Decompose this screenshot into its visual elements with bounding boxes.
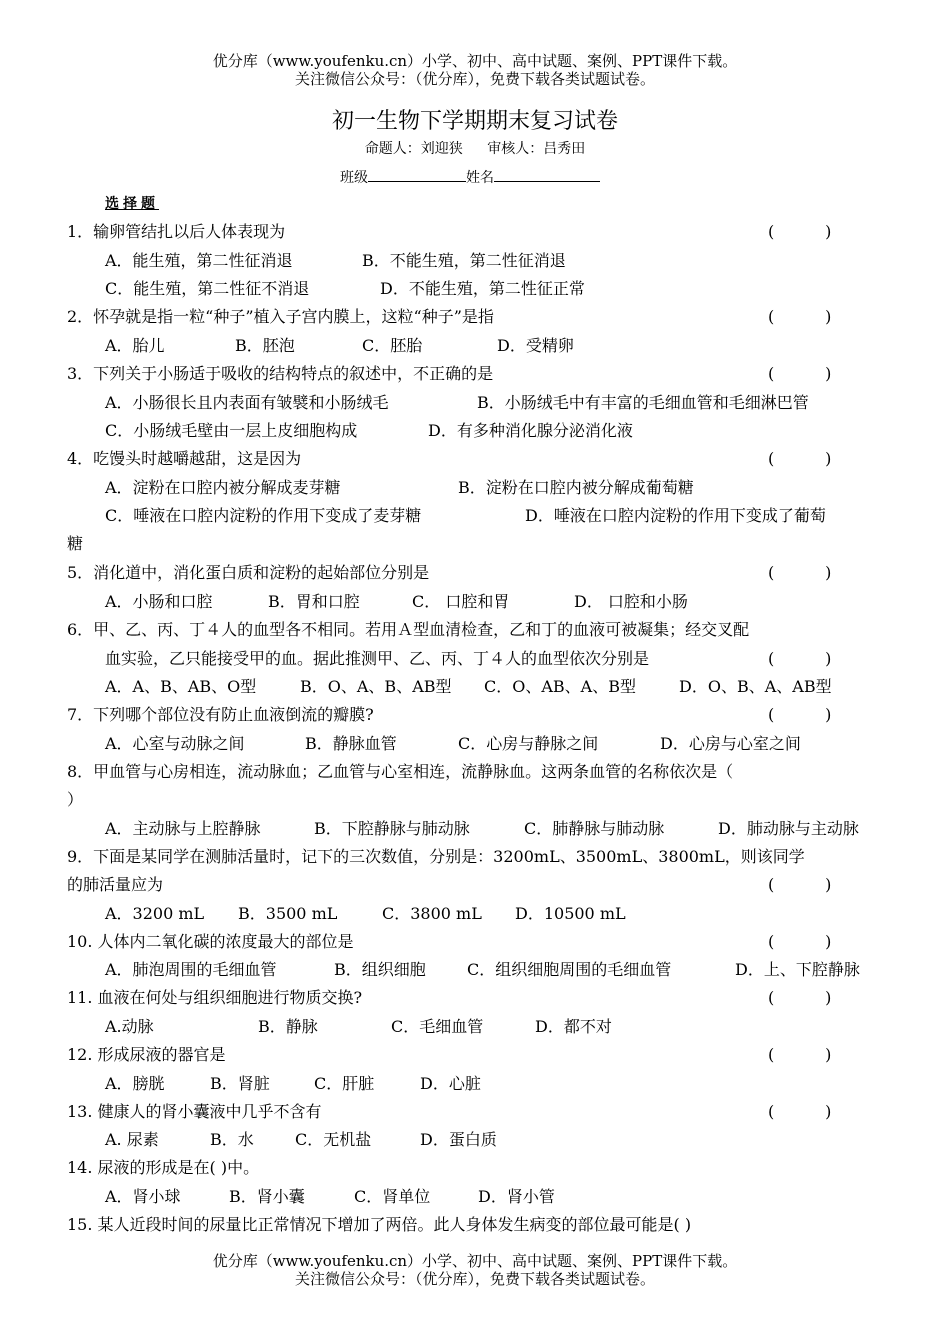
q5-option-b: B．胃和口腔 [268,592,360,611]
q11-option-b: B．静脉 [258,1017,318,1036]
site-footer-line2: 关注微信公众号：（优分库），免费下载各类试题试卷。 [294,1270,655,1288]
q3-option-a: A．小肠很长且内表面有皱襞和小肠绒毛 [105,393,389,412]
q13-option-c: C．无机盐 [295,1130,372,1149]
q6-option-c: C．O、AB、A、B型 [484,677,636,696]
q5-option-d: D． 口腔和小肠 [574,592,688,611]
q8-option-b: B．下腔静脉与肺动脉 [314,819,470,838]
q5-option-c: C． 口腔和胃 [412,592,510,611]
q3-option-d: D．有多种消化腺分泌消化液 [428,421,633,440]
question-9-stem-2: 的肺活量应为 [67,875,164,894]
q11-option-c: C．毛细血管 [391,1017,484,1036]
q8-option-d: D．肺动脉与主动脉 [718,819,859,838]
q12-option-b: B．肾脏 [210,1074,270,1093]
q6-option-b: B．O、A、B、AB型 [300,677,452,696]
q2-option-a: A．胎儿 [105,336,165,355]
q8-option-a: A．主动脉与上腔静脉 [105,819,261,838]
answer-paren: ( ) [768,1045,832,1064]
name-blank [494,166,600,182]
answer-paren: ( ) [768,307,832,326]
q6-option-d: D．O、B、A、AB型 [679,677,832,696]
class-blank [368,166,466,182]
q2-option-d: D．受精卵 [497,336,574,355]
question-8-stem-2: ） [67,790,84,809]
q4-option-d-continued: 糖 [67,534,84,553]
question-4-stem: 4．吃馒头时越嚼越甜，这是因为 [67,449,302,468]
q2-option-b: B．胚泡 [235,336,295,355]
answer-paren: ( ) [768,705,832,724]
q4-option-b: B．淀粉在口腔内被分解成葡萄糖 [458,478,694,497]
q12-option-d: D．心脏 [420,1074,481,1093]
class-label: 班级 [340,170,368,186]
question-6-stem-2: 血实验，乙只能接受甲的血。据此推测甲、乙、丙、丁４人的血型依次分别是 [105,649,650,668]
setter: 命题人：刘迎狭 [364,141,463,157]
question-2-stem: 2．怀孕就是指一粒“种子”植入子宫内膜上，这粒“种子”是指 [67,307,494,326]
q1-option-c: C．能生殖，第二性征不消退 [105,279,310,298]
q10-option-b: B．组织细胞 [334,960,426,979]
question-8-stem: 8．甲血管与心房相连，流动脉血；乙血管与心室相连，流静脉血。这两条血管的名称依次是（ [67,762,734,781]
q1-option-b: B．不能生殖，第二性征消退 [362,251,566,270]
q10-option-a: A．肺泡周围的毛细血管 [105,960,277,979]
question-1-stem: 1．输卵管结扎以后人体表现为 [67,222,286,241]
page-title: 初一生物下学期期末复习试卷 [331,109,618,134]
q1-option-a: A．能生殖，第二性征消退 [105,251,293,270]
q7-option-c: C．心房与静脉之间 [458,734,599,753]
q12-option-c: C．肝脏 [314,1074,375,1093]
answer-paren: ( ) [768,222,832,241]
question-9-stem: 9．下面是某同学在测肺活量时，记下的三次数值，分别是：3200mL、3500mL、3800mL，则该同学 [67,847,805,866]
question-13-stem: 13. 健康人的肾小囊液中几乎不含有 [67,1102,322,1121]
question-6-stem: 6．甲、乙、丙、丁４人的血型各不相同。若用Ａ型血清检查，乙和丁的血液可被凝集；经交叉配 [67,620,750,639]
class-name-line [340,166,600,187]
question-12-stem: 12. 形成尿液的器官是 [67,1045,226,1064]
q7-option-d: D．心房与心室之间 [660,734,801,753]
q13-option-a: A. 尿素 [105,1130,159,1149]
answer-paren: ( ) [768,449,832,468]
q10-option-c: C．组织细胞周围的毛细血管 [467,960,672,979]
q13-option-d: D．蛋白质 [420,1130,497,1149]
q14-option-d: D．肾小管 [478,1187,555,1206]
question-11-stem: 11. 血液在何处与组织细胞进行物质交换? [67,988,363,1007]
q9-option-b: B．3500 mL [238,904,338,923]
q4-option-c: C．唾液在口腔内淀粉的作用下变成了麦芽糖 [105,506,422,525]
q7-option-a: A．心室与动脉之间 [105,734,245,753]
q12-option-a: A．膀胱 [105,1074,165,1093]
q3-option-c: C．小肠绒毛壁由一层上皮细胞构成 [105,421,358,440]
q14-option-a: A．肾小球 [105,1187,181,1206]
question-10-stem: 10. 人体内二氧化碳的浓度最大的部位是 [67,932,354,951]
question-3-stem: 3．下列关于小肠适于吸收的结构特点的叙述中，不正确的是 [67,364,494,383]
answer-paren: ( ) [768,563,832,582]
q11-option-a: A.动脉 [105,1017,154,1036]
question-15-stem: 15. 某人近段时间的尿量比正常情况下增加了两倍。此人身体发生病变的部位最可能是( ) [67,1215,692,1234]
q4-option-d: D．唾液在口腔内淀粉的作用下变成了葡萄 [525,506,826,525]
q13-option-b: B．水 [210,1130,254,1149]
site-header-line2: 关注微信公众号：（优分库），免费下载各类试题试卷。 [294,70,655,88]
q5-option-a: A．小肠和口腔 [105,592,213,611]
authors [0,138,950,158]
question-14-stem: 14. 尿液的形成是在( )中。 [67,1158,260,1177]
answer-paren: ( ) [768,932,832,951]
q9-option-d: D．10500 mL [515,904,626,923]
q9-option-c: C．3800 mL [382,904,482,923]
question-5-stem: 5．消化道中，消化蛋白质和淀粉的起始部位分别是 [67,563,430,582]
answer-paren: ( ) [768,364,832,383]
site-header-line1: 优分库（www.youfenku.cn）小学、初中、高中试题、案例、PPT课件下载。 [212,52,738,70]
q3-option-b: B．小肠绒毛中有丰富的毛细血管和毛细淋巴管 [477,393,809,412]
q4-option-a: A．淀粉在口腔内被分解成麦芽糖 [105,478,341,497]
q1-option-d: D．不能生殖，第二性征正常 [380,279,585,298]
answer-paren: ( ) [768,649,832,668]
q14-option-b: B．肾小囊 [229,1187,305,1206]
q11-option-d: D．都不对 [535,1017,612,1036]
reviewer: 审核人：吕秀田 [487,141,586,157]
q6-option-a: A．A、B、AB、O型 [105,677,257,696]
q2-option-c: C．胚胎 [362,336,423,355]
q14-option-c: C．肾单位 [354,1187,431,1206]
q10-option-d: D．上、下腔静脉 [735,960,860,979]
question-7-stem: 7．下列哪个部位没有防止血液倒流的瓣膜? [67,705,374,724]
q9-option-a: A．3200 mL [105,904,205,923]
site-footer-line1: 优分库（www.youfenku.cn）小学、初中、高中试题、案例、PPT课件下载。 [212,1252,738,1270]
section-heading: 选择题 [105,196,159,212]
q8-option-c: C．肺静脉与肺动脉 [524,819,665,838]
q7-option-b: B．静脉血管 [305,734,397,753]
answer-paren: ( ) [768,1102,832,1121]
answer-paren: ( ) [768,988,832,1007]
name-label: 姓名 [466,170,494,186]
answer-paren: ( ) [768,875,832,894]
